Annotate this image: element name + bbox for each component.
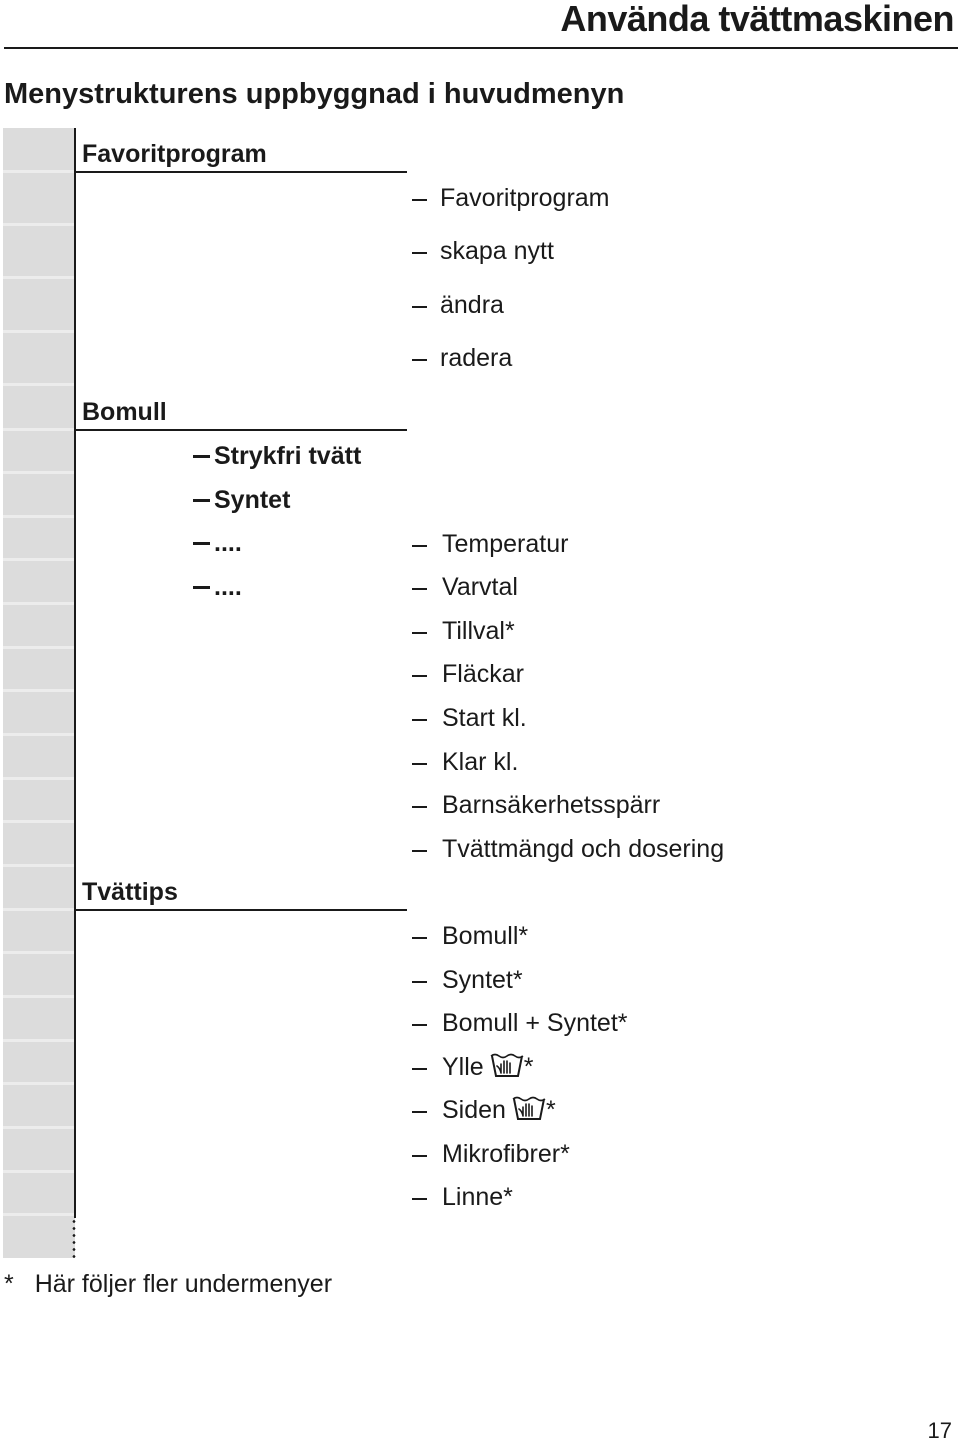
dash-marker — [412, 632, 427, 634]
submenu-item: ändra — [440, 291, 504, 319]
page-number: 17 — [927, 1418, 952, 1443]
dash-marker — [412, 981, 427, 983]
chapter-title: Använda tvättmaskinen — [560, 0, 954, 39]
header-divider — [4, 47, 958, 49]
program-item: .... — [193, 529, 242, 558]
dash-marker — [412, 1068, 427, 1070]
dash-marker — [412, 937, 427, 939]
menu-sidebar-band — [3, 128, 75, 1258]
footnote — [4, 1270, 332, 1299]
setting-item: Tillval* — [442, 617, 515, 645]
menu-item-bomull: Bomull — [82, 398, 167, 426]
tip-item-ylle: Ylle * — [442, 1053, 533, 1086]
hand-wash-icon — [512, 1096, 546, 1129]
dash-marker — [412, 1111, 427, 1113]
hand-wash-icon — [490, 1053, 524, 1086]
dash-marker — [412, 588, 427, 590]
dash-marker — [412, 1155, 427, 1157]
dash-marker — [412, 850, 427, 852]
program-item: Strykfri tvätt — [193, 442, 361, 471]
setting-item: Start kl. — [442, 704, 527, 732]
tip-item-siden: Siden * — [442, 1096, 556, 1129]
footnote-text: Här följer fler undermenyer — [34, 1270, 333, 1298]
menu-item-favoritprogram: Favoritprogram — [82, 140, 267, 168]
dash-marker — [412, 806, 427, 808]
dash-marker — [412, 675, 427, 677]
setting-item: Tvättmängd och dosering — [442, 835, 725, 863]
submenu-item: radera — [440, 344, 513, 372]
tip-item: Bomull + Syntet* — [442, 1009, 628, 1037]
menu-item-tvattips: Tvättips — [82, 878, 178, 906]
setting-item: Barnsäkerhetsspärr — [442, 791, 661, 819]
setting-item: Fläckar — [442, 660, 524, 688]
dash-marker — [412, 1024, 427, 1026]
menu-tree-line — [74, 128, 76, 1218]
program-item: .... — [193, 573, 242, 602]
menu-branch-rule — [75, 909, 407, 911]
menu-continuation-dots — [68, 1218, 80, 1258]
submenu-item: skapa nytt — [440, 237, 554, 265]
tip-item: Linne* — [442, 1183, 513, 1211]
dash-marker — [412, 763, 427, 765]
menu-branch-rule — [75, 429, 407, 431]
tip-item: Mikrofibrer* — [442, 1140, 570, 1168]
dash-marker — [412, 1198, 427, 1200]
setting-item: Varvtal — [442, 573, 518, 601]
program-item: Syntet — [193, 486, 290, 515]
menu-branch-rule — [75, 171, 407, 173]
dash-marker — [412, 199, 427, 201]
tip-item: Bomull* — [442, 922, 529, 950]
submenu-item: Favoritprogram — [440, 184, 610, 212]
dash-marker — [412, 719, 427, 721]
setting-item: Temperatur — [442, 530, 569, 558]
dash-marker — [412, 359, 427, 361]
dash-marker — [412, 545, 427, 547]
tip-item: Syntet* — [442, 966, 523, 994]
section-title: Menystrukturens uppbyggnad i huvudmenyn — [4, 78, 625, 110]
setting-item: Klar kl. — [442, 748, 519, 776]
dash-marker — [412, 252, 427, 254]
dash-marker — [412, 306, 427, 308]
footnote-marker: * — [4, 1270, 14, 1298]
